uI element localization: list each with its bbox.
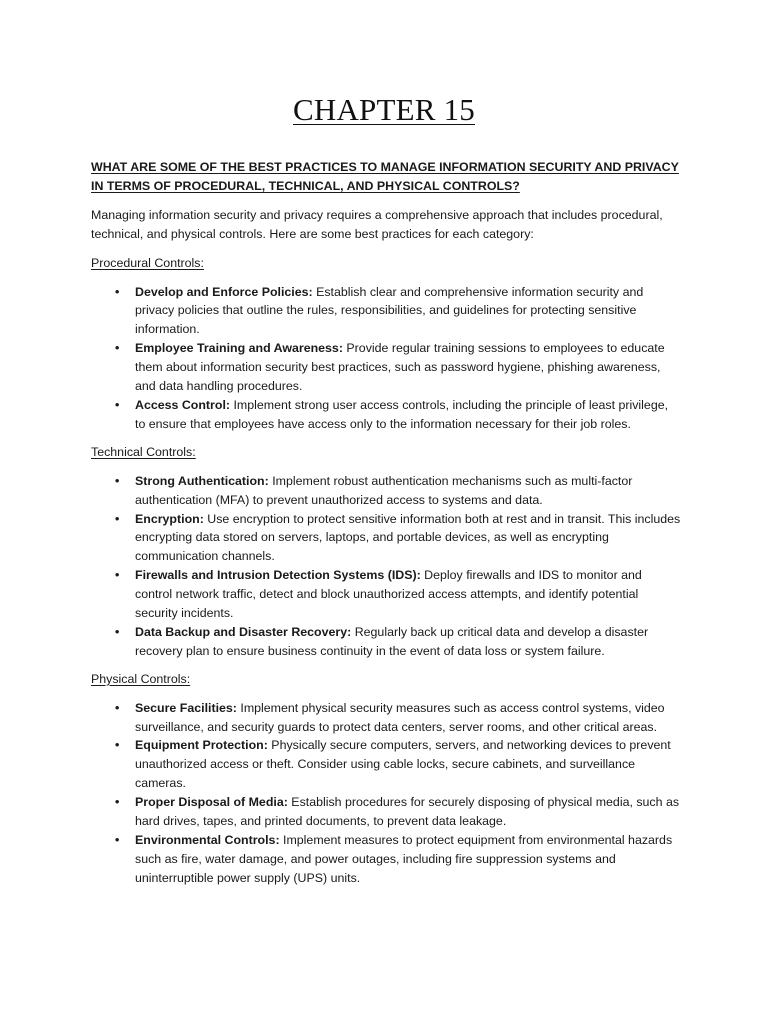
item-text: Establish procedures for securely disposing of physical media, such as hard drives, tapes, and printed documents, to prevent data leakage. [135, 795, 680, 829]
item-text: Regularly back up critical data and develop a disaster recovery plan to ensure business continuity in the event of data loss or system failure. [135, 624, 649, 658]
bullet-list [91, 699, 681, 888]
section-heading: Procedural Controls: [91, 255, 204, 270]
bullet-icon: • [115, 568, 120, 583]
section-technical-controls [91, 443, 681, 661]
bullet-icon: • [115, 833, 120, 847]
list-item [91, 736, 681, 793]
bullet-list [91, 472, 681, 661]
list-item [91, 339, 681, 396]
item-term: Proper Disposal of Media: [135, 795, 288, 810]
section-procedural-controls [91, 254, 681, 434]
item-text: Implement physical security measures such as access control systems, video surveillance, and security guards to protect data centers, server rooms, and other critical areas. [135, 700, 665, 734]
item-term: Encryption: [135, 511, 204, 526]
bullet-icon: • [115, 341, 120, 356]
intro-paragraph: Managing information security and privacy requires a comprehensive approach that includes procedural, technical, and physical controls. Here are some best practices for each category: [91, 207, 663, 241]
chapter-title: CHAPTER 15 [293, 92, 475, 127]
item-term: Develop and Enforce Policies: [135, 284, 313, 299]
item-text: Provide regular training sessions to employees to educate them about information security best practices, such as password hygiene, phishing awareness, and data handling procedures. [135, 341, 665, 394]
item-term: Employee Training and Awareness: [135, 341, 343, 356]
item-term: Access Control: [135, 397, 231, 412]
item-text: Implement strong user access controls, including the principle of least privilege, to ensure that employees have access only to the information necessary for their job roles. [135, 397, 669, 431]
item-term: Secure Facilities: [135, 700, 237, 715]
list-item [91, 623, 681, 661]
list-item [91, 283, 681, 340]
bullet-icon: • [115, 700, 120, 715]
section-heading: Physical Controls: [91, 671, 191, 686]
item-term: Data Backup and Disaster Recovery: [135, 624, 352, 639]
list-item [91, 396, 681, 434]
list-item [91, 831, 681, 888]
section-physical-controls [91, 670, 681, 888]
question-heading: WHAT ARE SOME OF THE BEST PRACTICES TO MANAGE INFORMATION SECURITY AND PRIVACY IN TERMS OF PROCEDURAL, TECHNICAL, AND PHYSICAL CONTROLS? [91, 160, 679, 193]
bullet-list [91, 283, 681, 434]
bullet-icon: • [115, 511, 120, 526]
bullet-icon: • [115, 624, 120, 639]
item-text: Use encryption to protect sensitive information both at rest and in transit. This includes encrypting data stored on servers, laptops, and portable devices, as well as encrypting communication channels. [135, 511, 681, 564]
list-item [91, 472, 681, 510]
bullet-icon: • [115, 473, 120, 488]
item-text: Establish clear and comprehensive information security and privacy policies that outline the rules, responsibilities, and guidelines for protecting sensitive information. [135, 284, 644, 337]
bullet-icon: • [115, 284, 120, 299]
item-text: Implement measures to protect equipment from environmental hazards such as fire, water damage, and power outages, including fire suppression systems and uninterruptible power supply (UPS) units. [135, 833, 673, 885]
list-item [91, 699, 681, 737]
item-term: Equipment Protection: [135, 738, 268, 753]
list-item [91, 793, 681, 831]
item-term: Firewalls and Intrusion Detection Systems (IDS): [135, 568, 421, 583]
section-heading: Technical Controls: [91, 444, 196, 459]
bullet-icon: • [115, 795, 120, 810]
item-term: Strong Authentication: [135, 473, 269, 488]
list-item [91, 510, 681, 567]
list-item [91, 566, 681, 623]
item-text: Deploy firewalls and IDS to monitor and control network traffic, detect and block unauthorized access attempts, and identify potential security incidents. [135, 568, 642, 621]
bullet-icon: • [115, 397, 120, 412]
bullet-icon: • [115, 738, 120, 753]
item-text: Physically secure computers, servers, and networking devices to prevent unauthorized access or theft. Consider using cable locks, secure cabinets, and surveillance cameras. [135, 738, 671, 791]
item-text: Implement robust authentication mechanisms such as multi-factor authentication (MFA) to prevent unauthorized access to systems and data. [135, 473, 633, 507]
item-term: Environmental Controls: [135, 833, 280, 847]
document-body [91, 158, 681, 897]
